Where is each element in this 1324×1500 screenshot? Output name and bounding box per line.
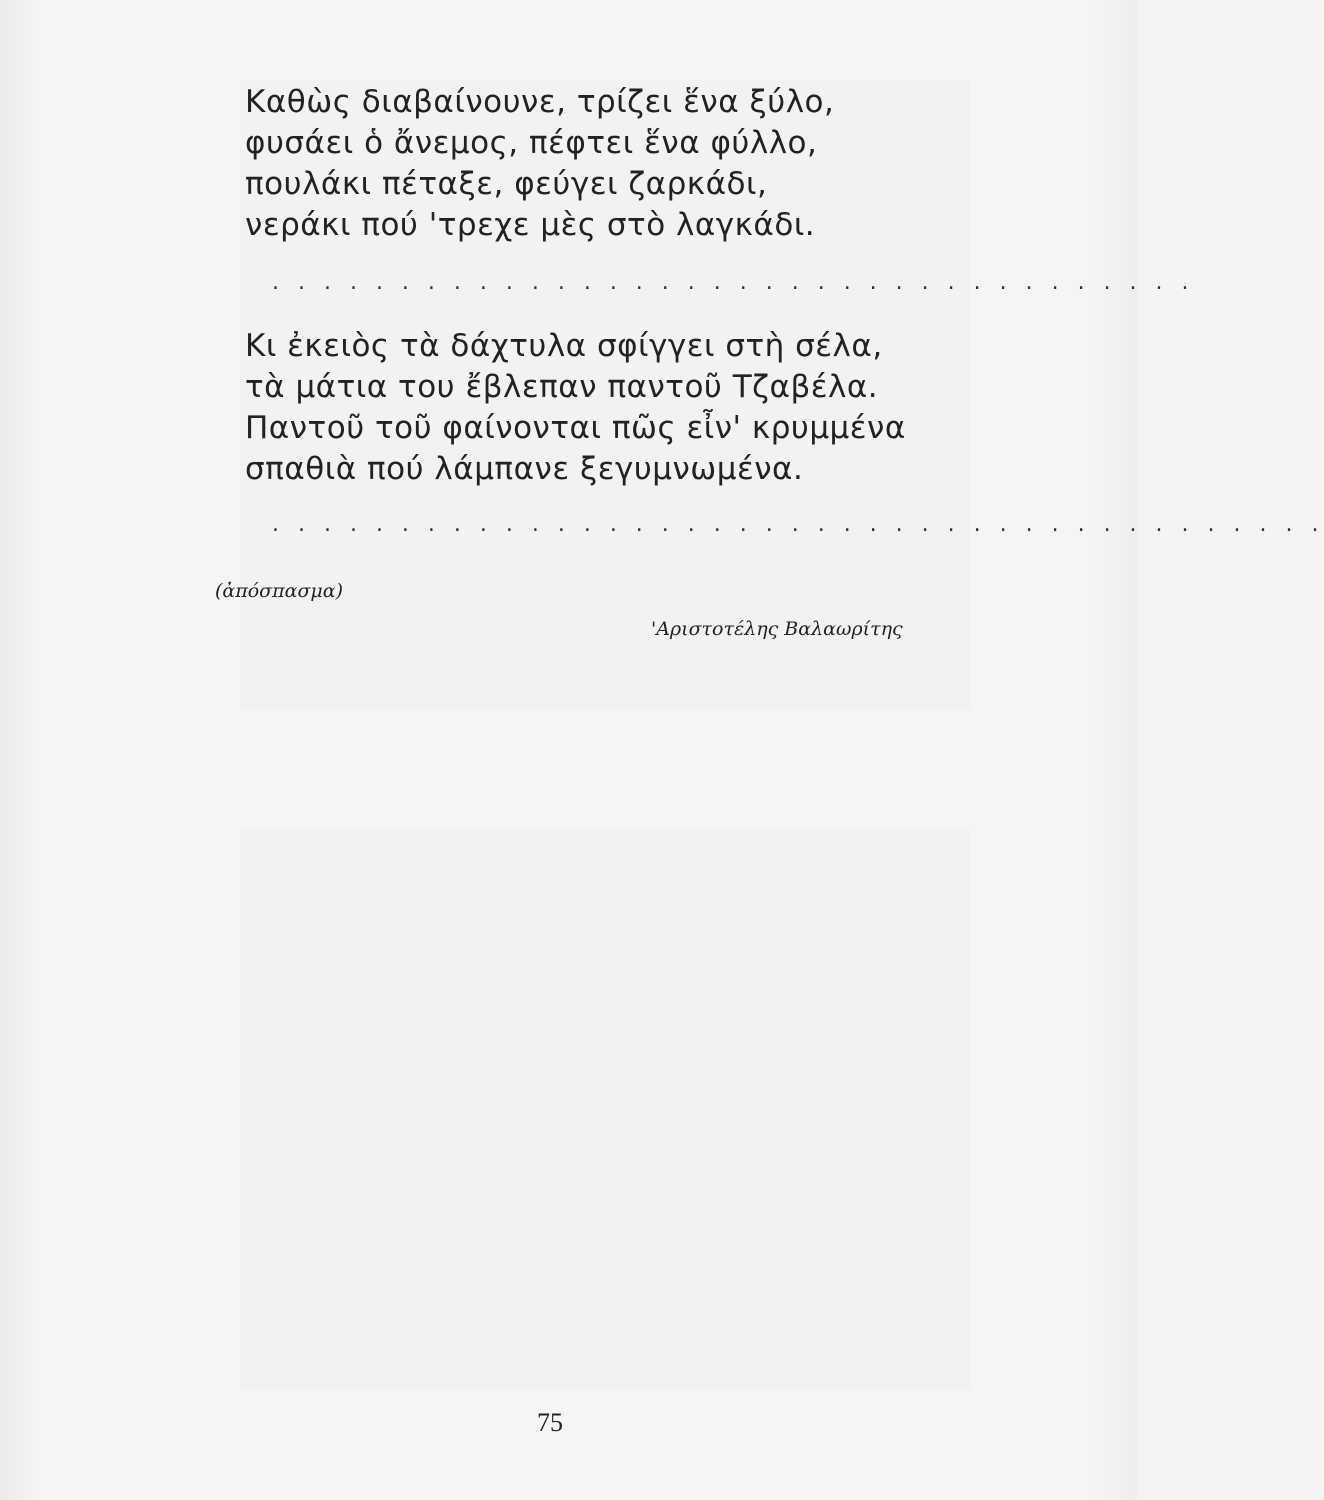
poem-line: τὰ μάτια του ἔβλεπαν παντοῦ Τζαβέλα. xyxy=(245,369,879,405)
poem-line: πουλάκι πέταξε, φεύγει ζαρκάδι, xyxy=(245,166,768,202)
poem-stanza-1 xyxy=(245,82,834,246)
bleed-through-block-bottom xyxy=(240,830,970,1390)
poem-line: σπαθιὰ πού λάμπανε ξεγυμνωμένα. xyxy=(245,451,804,487)
poem-stanza-2 xyxy=(245,326,906,490)
poem-line: Παντοῦ τοῦ φαίνονται πῶς εἶν' κρυμμένα xyxy=(245,410,906,446)
poem-line: νεράκι πού 'τρεχε μὲς στὸ λαγκάδι. xyxy=(245,207,816,243)
page-number: 75 xyxy=(537,1408,563,1437)
poem-line: Καθὼς διαβαίνουνε, τρίζει ἕνα ξύλο, xyxy=(245,84,835,120)
poem-line: Κι ἐκειὸς τὰ δάχτυλα σφίγγει στὴ σέλα, xyxy=(245,328,883,364)
excerpt-note: (ἀπόσπασμα) xyxy=(215,580,344,602)
ellipsis-divider: . . . . . . . . . . . . . . . . . . . . . . . . . . . . . . . . . . . . . . . . . xyxy=(272,512,1324,537)
ellipsis-divider: . . . . . . . . . . . . . . . . . . . . . . . . . . . . . . . . . . . . xyxy=(272,270,1195,295)
author-name: 'Αριστοτέλης Βαλαωρίτης xyxy=(651,618,903,640)
poem-line: φυσάει ὁ ἄνεμος, πέφτει ἕνα φύλλο, xyxy=(245,125,818,161)
